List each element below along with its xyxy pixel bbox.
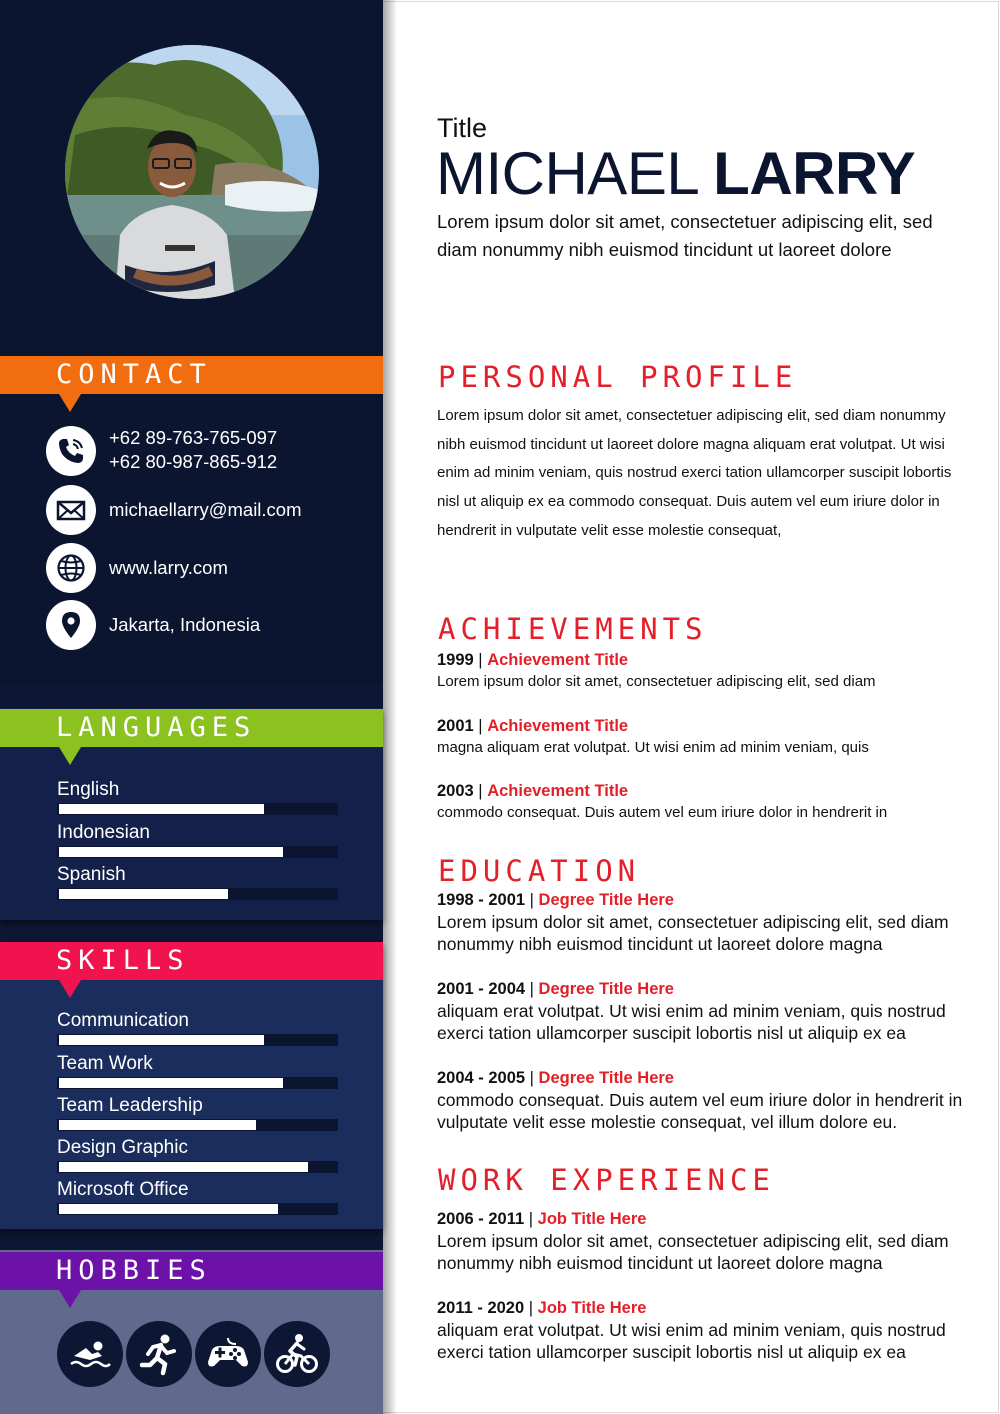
languages-heading: LANGUAGES	[56, 712, 257, 743]
education-header	[437, 1067, 967, 1089]
job-title: Job Title Here	[537, 1299, 647, 1317]
education-text: commodo consequat. Duis autem vel eum iriure dolor in hendrerit in vulputate velit esse molestie consequat, vel illum dolore eu.	[437, 1090, 963, 1132]
education-entry	[437, 1067, 967, 1133]
skill-bar-track	[57, 1119, 338, 1131]
website-text[interactable]: www.larry.com	[109, 557, 228, 578]
full-name	[436, 139, 915, 208]
degree-title: Degree Title Here	[538, 891, 674, 909]
work-text: Lorem ipsum dolor sit amet, consectetuer adipiscing elit, sed diam nonummy nibh euismod tincidunt ut laoreet dolore magna	[437, 1231, 949, 1273]
skill-team-leadership	[57, 1095, 339, 1137]
achievement-year: 2003	[437, 782, 474, 800]
skill-label: Microsoft Office	[57, 1179, 189, 1200]
separator: |	[473, 717, 488, 735]
skill-bar-track	[57, 1077, 338, 1089]
hobbies-band	[0, 1252, 383, 1290]
separator: |	[525, 1069, 539, 1087]
job-title: Job Title Here	[537, 1210, 647, 1228]
education-entry	[437, 889, 967, 955]
contact-band-notch	[59, 394, 81, 412]
location-pin-icon	[46, 600, 96, 650]
achievement-entry	[437, 649, 967, 693]
skills-band	[0, 942, 383, 980]
language-bar-fill	[59, 804, 264, 814]
work-text: aliquam erat volutpat. Ut wisi enim ad minim veniam, quis nostrud exerci tation ullamcorper suscipit lobortis nisl ut aliquip ex ea	[437, 1320, 946, 1362]
contact-email[interactable]	[46, 485, 366, 537]
personal-profile-heading: PERSONAL PROFILE	[438, 360, 798, 394]
work-years: 2006 - 2011	[437, 1210, 525, 1228]
achievement-entry	[437, 715, 967, 759]
language-bar-track	[57, 803, 338, 815]
education-text: aliquam erat volutpat. Ut wisi enim ad minim veniam, quis nostrud exerci tation ullamcorper suscipit lobortis nisl ut aliquip ex ea	[437, 1001, 946, 1043]
personal-profile-text: Lorem ipsum dolor sit amet, consectetuer adipiscing elit, sed diam nonummy nibh euismod tincidunt ut laoreet dolore magna aliquam erat volutpat. Ut wisi enim ad minim veniam, quis nostrud exerci tation ullamcorper suscipit lobortis nisl ut aliquip ex ea commodo consequat. Duis autem vel eum iriure dolor in hendrerit in vulputate velit esse molestie consequat,	[437, 407, 952, 539]
gamepad-icon	[195, 1321, 261, 1387]
achievement-title: Achievement Title	[487, 782, 629, 800]
skill-bar-fill	[59, 1162, 308, 1172]
sidebar-shadow	[383, 0, 397, 1414]
degree-title: Degree Title Here	[538, 1069, 674, 1087]
work-header	[437, 1208, 967, 1230]
achievement-title: Achievement Title	[487, 651, 629, 669]
achievement-year: 2001	[437, 717, 474, 735]
globe-icon	[46, 543, 96, 593]
education-years: 2001 - 2004	[437, 980, 526, 998]
education-entry	[437, 978, 967, 1044]
contact-phone[interactable]	[46, 426, 366, 478]
skill-label: Team Work	[57, 1053, 153, 1074]
skill-bar-fill	[59, 1035, 264, 1045]
separator: |	[525, 980, 539, 998]
contact-website[interactable]	[46, 543, 366, 595]
skills-band-notch	[59, 980, 81, 998]
skill-bar-fill	[59, 1078, 283, 1088]
achievement-header	[437, 649, 967, 671]
work-entry	[437, 1208, 967, 1274]
education-header	[437, 978, 967, 1000]
location-text: Jakarta, Indonesia	[109, 614, 261, 635]
language-spanish	[57, 864, 339, 906]
skill-microsoft-office	[57, 1179, 339, 1221]
last-name: LARRY	[713, 140, 916, 207]
work-entry	[437, 1297, 967, 1363]
work-header	[437, 1297, 967, 1319]
degree-title: Degree Title Here	[538, 980, 674, 998]
skill-label: Team Leadership	[57, 1095, 203, 1116]
education-heading: EDUCATION	[438, 854, 641, 888]
skill-bar-fill	[59, 1204, 278, 1214]
skills-heading: SKILLS	[56, 945, 190, 976]
separator: |	[473, 782, 488, 800]
cycling-icon	[264, 1321, 330, 1387]
achievement-header	[437, 780, 967, 802]
achievement-title: Achievement Title	[487, 717, 629, 735]
contact-band	[0, 356, 383, 394]
language-bar-fill	[59, 889, 228, 899]
phone-number-2[interactable]: +62 80-987-865-912	[109, 451, 278, 472]
languages-band-notch	[59, 747, 81, 765]
skill-design-graphic	[57, 1137, 339, 1179]
running-icon	[126, 1321, 192, 1387]
skill-label: Communication	[57, 1010, 189, 1031]
achievements-heading: ACHIEVEMENTS	[438, 612, 708, 646]
language-label: English	[57, 779, 120, 800]
skill-bar-fill	[59, 1120, 256, 1130]
separator: |	[524, 1299, 538, 1317]
education-years: 2004 - 2005	[437, 1069, 526, 1087]
work-years: 2011 - 2020	[437, 1299, 525, 1317]
languages-band	[0, 709, 383, 747]
tagline: Lorem ipsum dolor sit amet, consectetuer adipiscing elit, sed diam nonummy nibh euismod tincidunt ut laoreet dolore	[437, 211, 933, 260]
contact-location	[46, 600, 366, 652]
language-bar-track	[57, 888, 338, 900]
profile-photo	[65, 45, 319, 299]
contact-heading: CONTACT	[56, 359, 212, 390]
education-text: Lorem ipsum dolor sit amet, consectetuer adipiscing elit, sed diam nonummy nibh euismod tincidunt ut laoreet dolore magna	[437, 912, 949, 954]
mail-icon	[46, 485, 96, 535]
hobbies-band-notch	[59, 1290, 81, 1308]
hobbies-heading: HOBBIES	[56, 1255, 212, 1286]
email-text[interactable]: michaellarry@mail.com	[109, 499, 302, 520]
achievement-text: Lorem ipsum dolor sit amet, consectetuer adipiscing elit, sed diam	[437, 673, 876, 690]
education-header	[437, 889, 967, 911]
education-years: 1998 - 2001	[437, 891, 526, 909]
separator: |	[524, 1210, 538, 1228]
skill-bar-track	[57, 1203, 338, 1215]
first-name: MICHAEL	[436, 140, 697, 207]
skill-bar-track	[57, 1034, 338, 1046]
separator: |	[525, 891, 539, 909]
swimming-icon	[57, 1321, 123, 1387]
skill-label: Design Graphic	[57, 1137, 188, 1158]
language-bar-fill	[59, 847, 283, 857]
sidebar	[0, 0, 383, 1414]
achievement-year: 1999	[437, 651, 474, 669]
skill-team-work	[57, 1053, 339, 1095]
work-experience-heading: WORK EXPERIENCE	[438, 1163, 775, 1197]
achievement-entry	[437, 780, 967, 824]
language-english	[57, 779, 339, 821]
language-label: Spanish	[57, 864, 126, 885]
skill-bar-track	[57, 1161, 338, 1173]
phone-icon	[46, 426, 96, 476]
achievement-text: magna aliquam erat volutpat. Ut wisi enim ad minim veniam, quis	[437, 739, 869, 756]
achievement-header	[437, 715, 967, 737]
title-label: Title	[437, 113, 488, 143]
language-label: Indonesian	[57, 822, 150, 843]
phone-number-1[interactable]: +62 89-763-765-097	[109, 427, 278, 448]
language-indonesian	[57, 822, 339, 864]
language-bar-track	[57, 846, 338, 858]
achievement-text: commodo consequat. Duis autem vel eum iriure dolor in hendrerit in	[437, 804, 888, 821]
separator: |	[473, 651, 488, 669]
skill-communication	[57, 1010, 339, 1052]
